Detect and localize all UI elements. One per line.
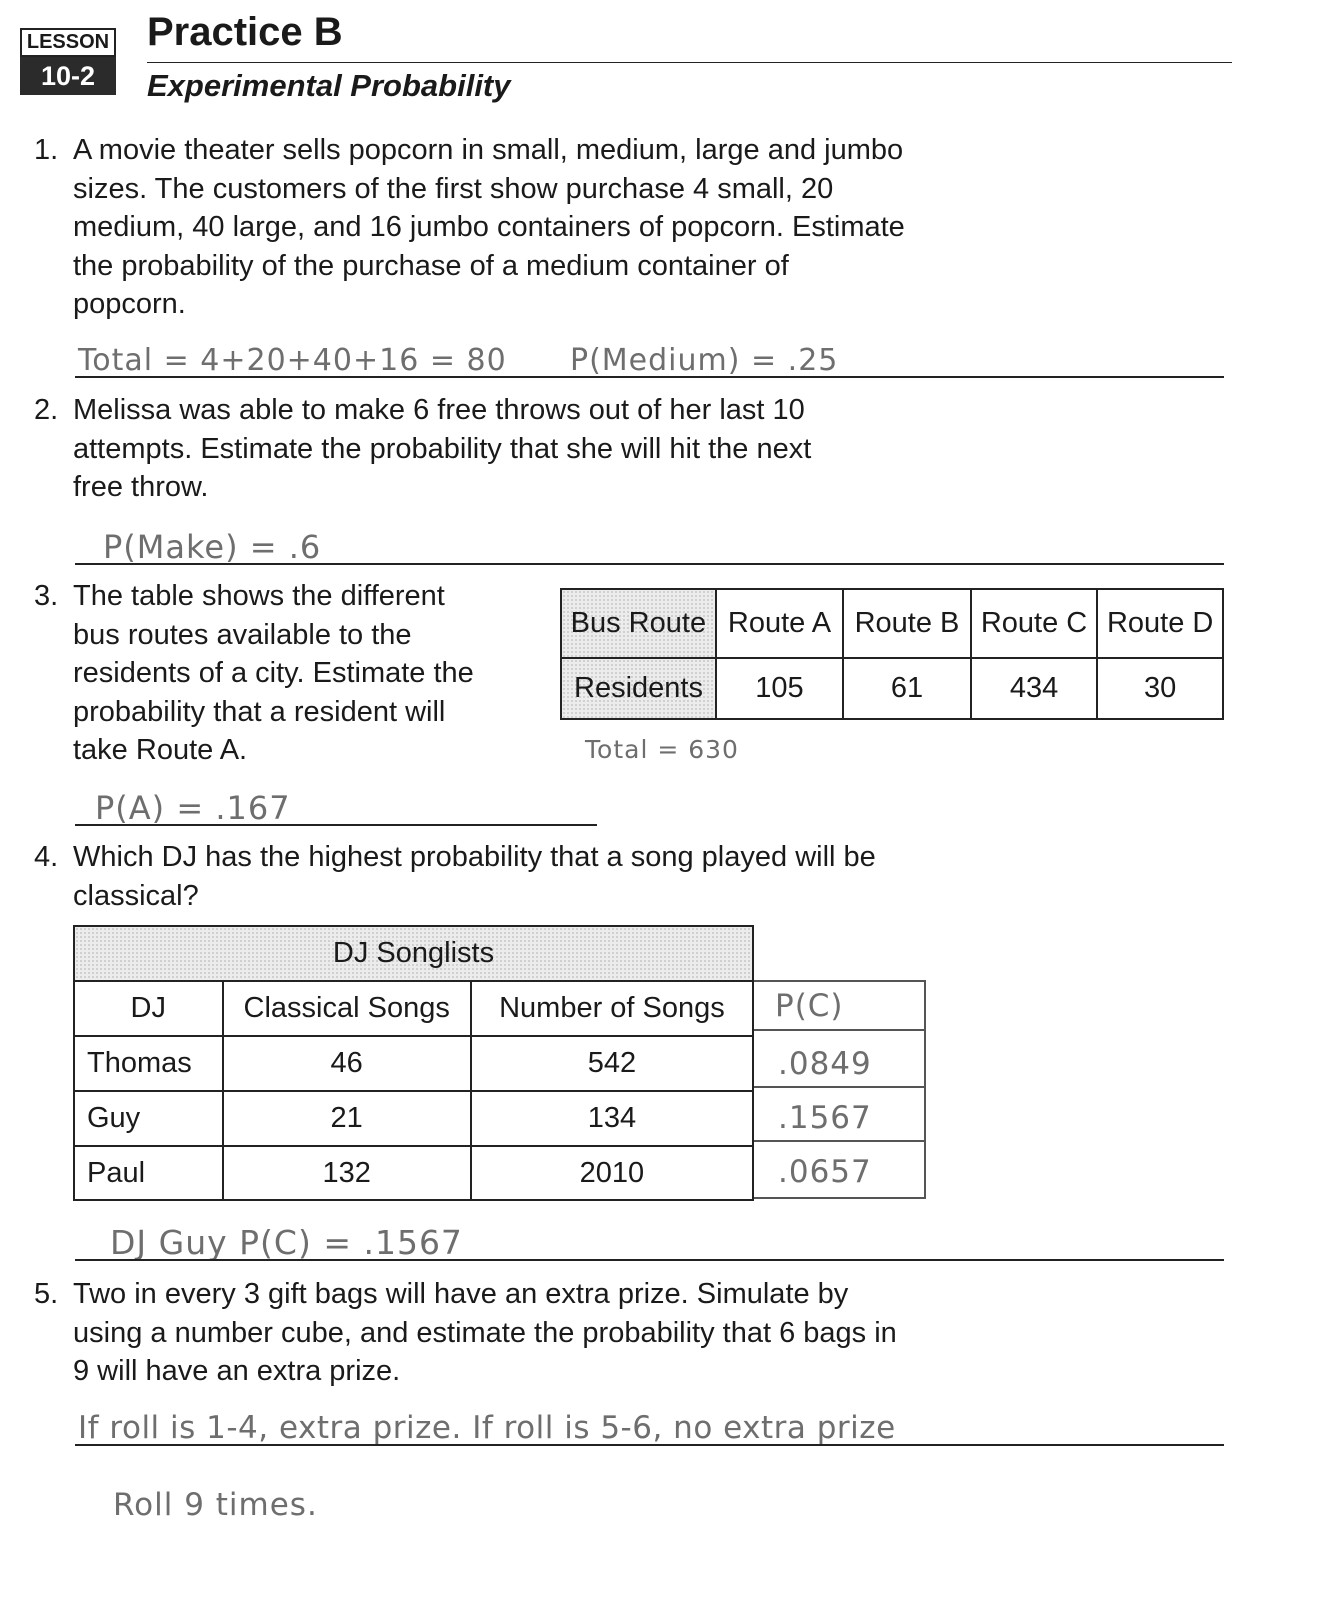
route-a-residents: 105 — [716, 658, 844, 719]
header-rule — [147, 62, 1232, 63]
problem-2-answer[interactable]: P(Make) = .6 — [103, 528, 322, 566]
problem-4-text — [73, 838, 876, 915]
route-c-residents: 434 — [971, 658, 1098, 719]
route-b-header: Route B — [843, 589, 971, 658]
problem-3-text — [73, 577, 474, 770]
problem-4-answer-line — [75, 1259, 1224, 1261]
classical-songs-value: 132 — [223, 1146, 471, 1200]
problem-1-line: A movie theater sells popcorn in small, medium, large and jumbo — [73, 134, 904, 166]
problem-1-line: the probability of the purchase of a medium container of — [73, 249, 789, 282]
dj-table-title: DJ Songlists — [74, 926, 753, 981]
side-column-divider — [754, 1140, 924, 1142]
route-d-residents: 30 — [1097, 658, 1223, 719]
problem-1-text — [73, 131, 905, 324]
problem-4-line: classical? — [73, 879, 199, 912]
problem-3-line: The table shows the different — [73, 580, 445, 612]
page-subtitle: Experimental Probability — [147, 68, 511, 103]
problem-5-number: 5. — [34, 1278, 59, 1310]
classical-songs-value: 21 — [223, 1091, 471, 1146]
residents-label: Residents — [561, 658, 716, 719]
side-column-divider — [754, 1029, 924, 1031]
lesson-label: LESSON — [20, 28, 116, 57]
dj-name: Paul — [74, 1146, 223, 1200]
route-b-residents: 61 — [843, 658, 971, 719]
problem-3-line: take Route A. — [73, 734, 248, 766]
bus-route-header: Bus Route — [561, 589, 716, 658]
problem-1-line: sizes. The customers of the first show purchase 4 small, 20 — [73, 172, 834, 205]
table-row — [74, 1146, 753, 1200]
problem-3-line: bus routes available to the — [73, 618, 412, 651]
bus-route-table — [560, 588, 1224, 720]
page-title: Practice B — [147, 10, 343, 54]
problem-3-answer[interactable]: P(A) = .167 — [95, 789, 291, 827]
problem-5-answer-line-1[interactable]: If roll is 1-4, extra prize. If roll is 5-6, no extra prize — [78, 1410, 896, 1446]
number-of-songs-column-header: Number of Songs — [471, 981, 753, 1036]
problem-3-line: residents of a city. Estimate the — [73, 657, 474, 689]
problem-3-answer-line — [75, 824, 597, 826]
problem-5-line: Two in every 3 gift bags will have an extra prize. Simulate by — [73, 1278, 849, 1310]
side-column-value[interactable]: .0849 — [778, 1046, 872, 1082]
route-a-header: Route A — [716, 589, 844, 658]
route-c-header: Route C — [971, 589, 1098, 658]
side-column-value[interactable]: .0657 — [778, 1154, 872, 1190]
dj-songlists-table — [73, 925, 754, 1201]
problem-4-answer[interactable]: DJ Guy P(C) = .1567 — [110, 1223, 463, 1262]
problem-5-line: using a number cube, and estimate the probability that 6 bags in — [73, 1316, 897, 1349]
problem-3-number: 3. — [34, 580, 59, 612]
problem-2-number: 2. — [34, 394, 59, 426]
side-column-divider — [754, 1086, 924, 1088]
problem-2-answer-line — [75, 563, 1224, 565]
dj-column-header: DJ — [74, 981, 223, 1036]
problem-1-line: medium, 40 large, and 16 jumbo containers of popcorn. Estimate — [73, 211, 905, 243]
number-of-songs-value: 542 — [471, 1036, 753, 1091]
problem-1-answer-total[interactable]: Total = 4+20+40+16 = 80 — [78, 343, 507, 378]
problem-1-answer[interactable]: P(Medium) = .25 — [570, 343, 839, 378]
table-row — [74, 1091, 753, 1146]
problem-3-line: probability that a resident will — [73, 695, 446, 728]
side-column-header: P(C) — [775, 988, 844, 1024]
problem-4-line: Which DJ has the highest probability that a song played will be — [73, 841, 876, 873]
problem-2-line: Melissa was able to make 6 free throws out of her last 10 — [73, 394, 805, 426]
problem-5-line: 9 will have an extra prize. — [73, 1355, 401, 1387]
route-d-header: Route D — [1097, 589, 1223, 658]
number-of-songs-value: 2010 — [471, 1146, 753, 1200]
classical-songs-value: 46 — [223, 1036, 471, 1091]
problem-2-line: free throw. — [73, 471, 209, 503]
side-column-value[interactable]: .1567 — [778, 1100, 872, 1136]
classical-songs-column-header: Classical Songs — [223, 981, 471, 1036]
lesson-number: 10-2 — [20, 57, 116, 95]
dj-name: Guy — [74, 1091, 223, 1146]
problem-5-text — [73, 1275, 897, 1391]
problem-4-number: 4. — [34, 841, 59, 873]
number-of-songs-value: 134 — [471, 1091, 753, 1146]
problem-1-number: 1. — [34, 134, 59, 166]
table-row — [74, 1036, 753, 1091]
problem-5-answer-line-2[interactable]: Roll 9 times. — [113, 1487, 318, 1523]
problem-2-text — [73, 391, 811, 507]
problem-5-answer-line — [75, 1444, 1224, 1446]
problem-1-answer-line — [75, 376, 1224, 378]
problem-3-total-note: Total = 630 — [585, 735, 739, 764]
dj-name: Thomas — [74, 1036, 223, 1091]
problem-1-line: popcorn. — [73, 288, 186, 320]
problem-2-line: attempts. Estimate the probability that she will hit the next — [73, 432, 812, 465]
